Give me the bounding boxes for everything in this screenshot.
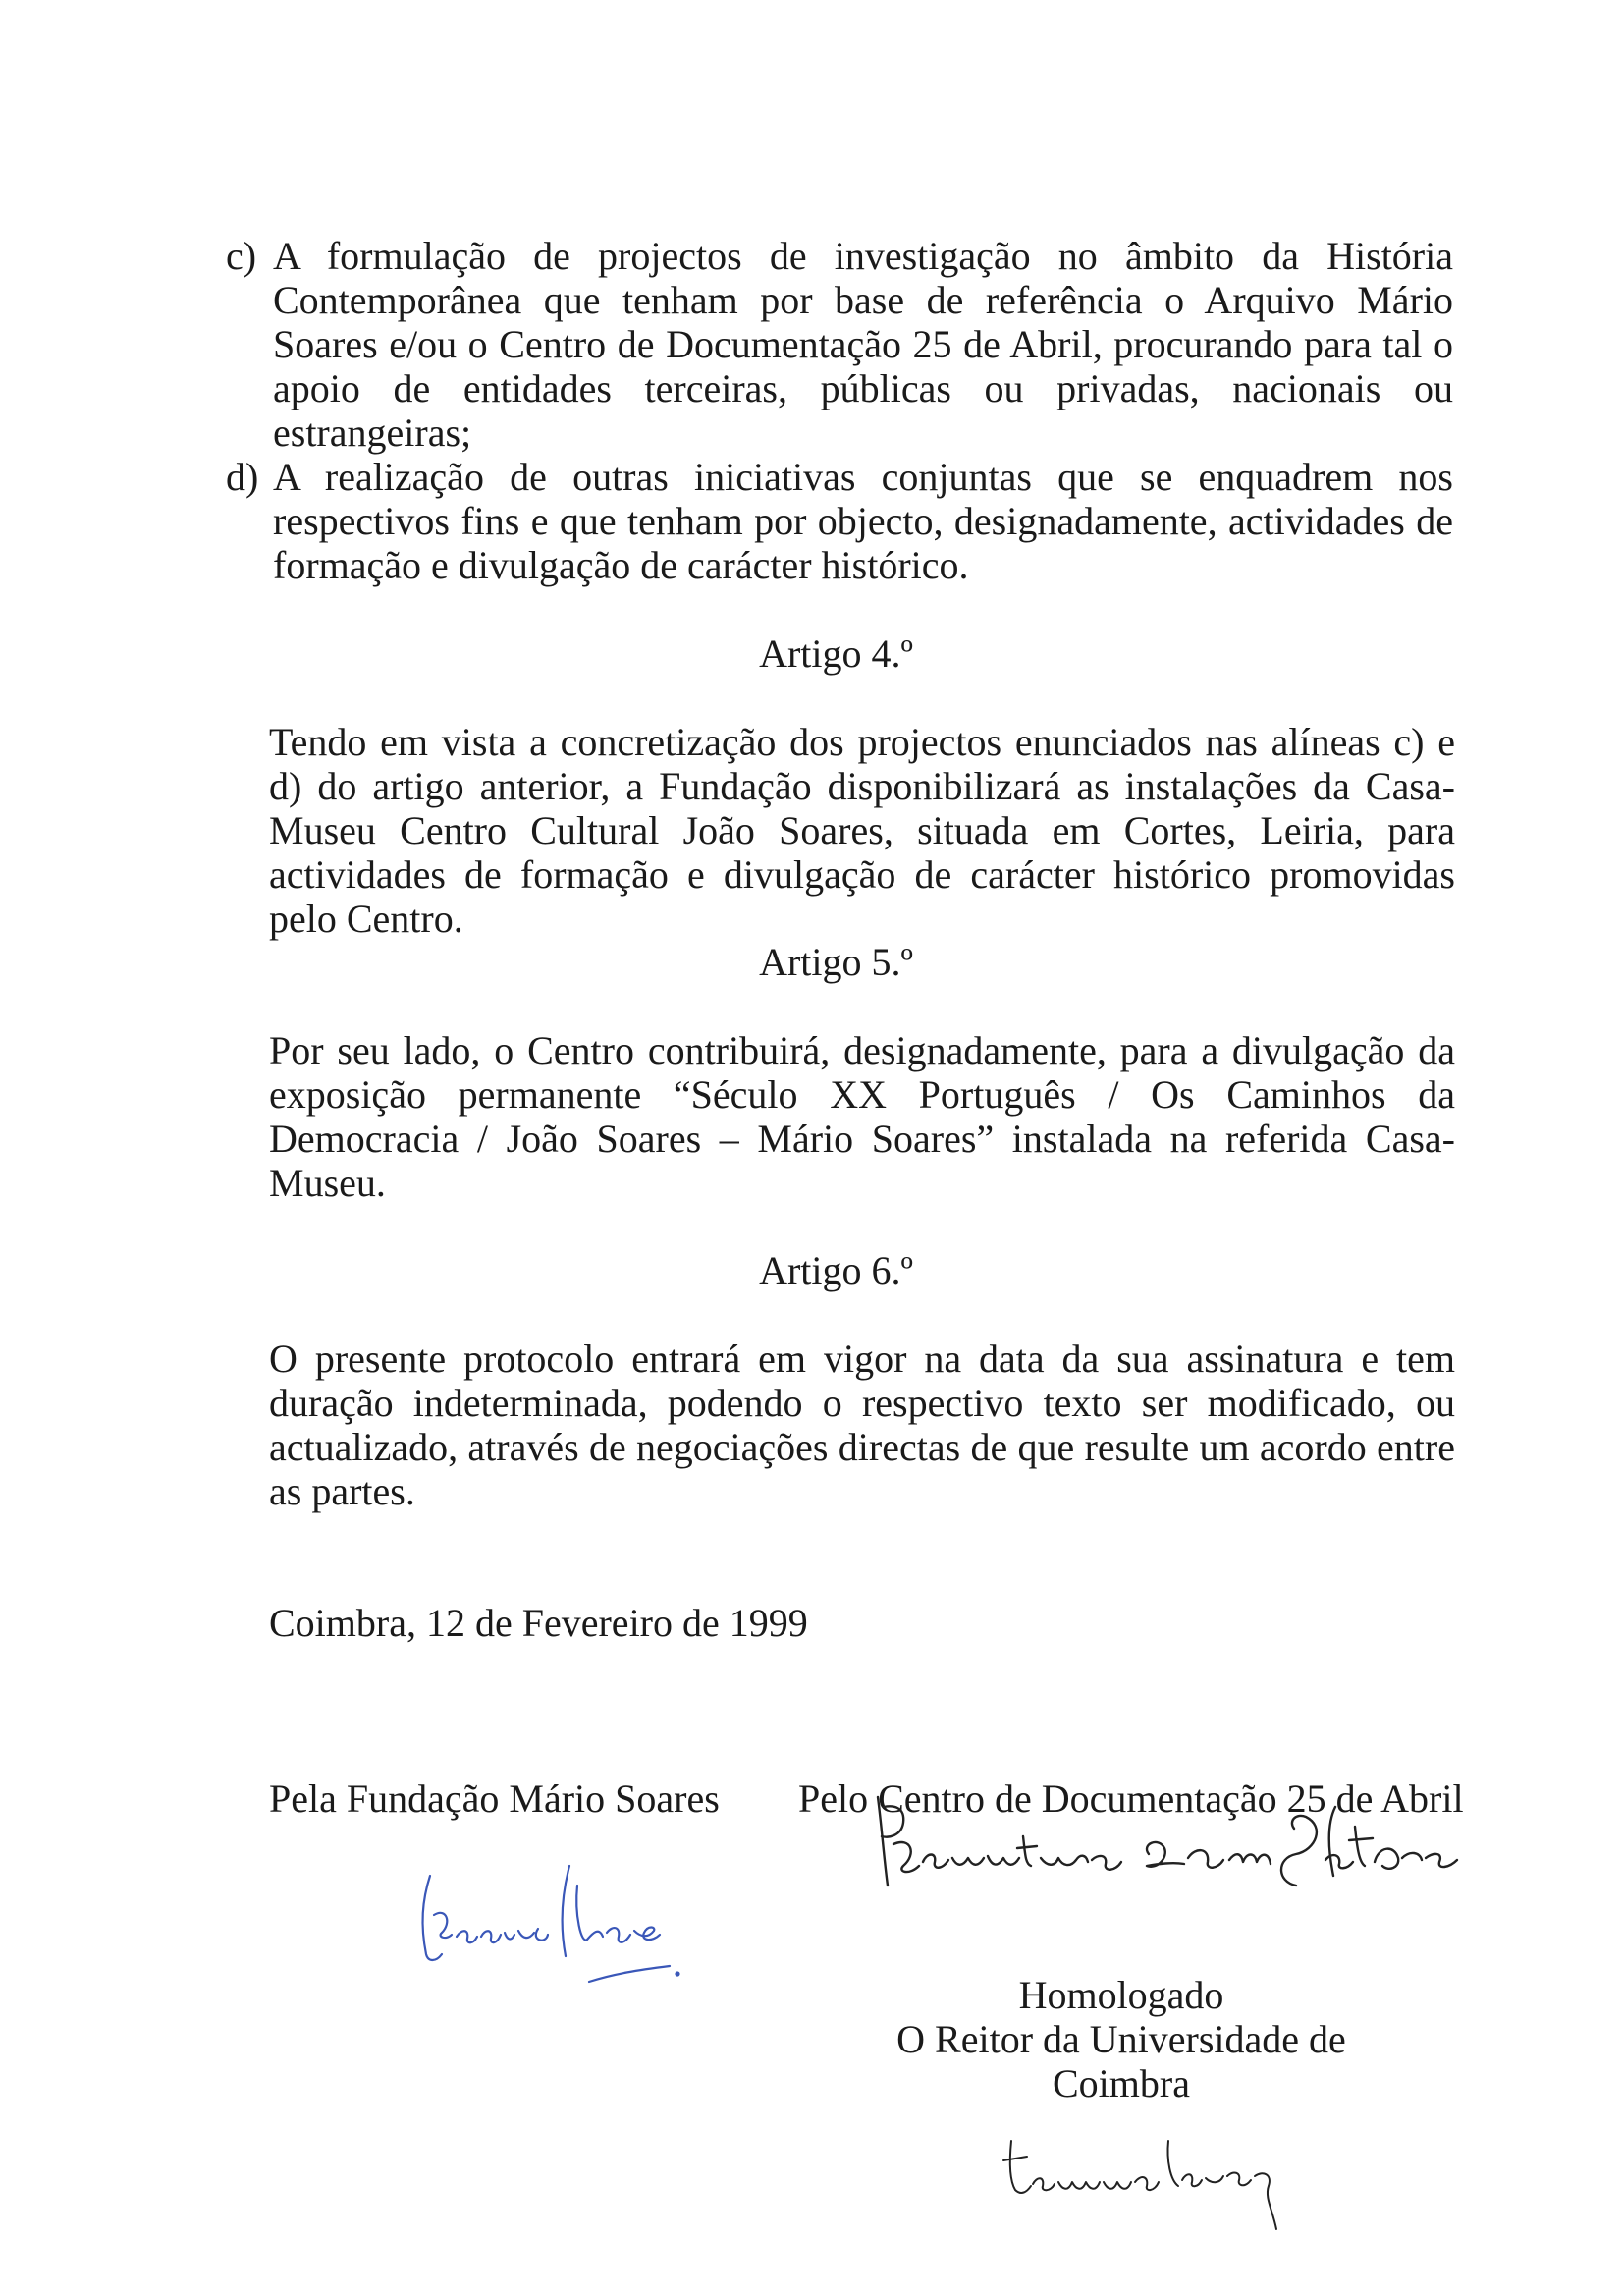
signature-left bbox=[412, 1846, 707, 1994]
list-item-d bbox=[226, 455, 1453, 587]
article-6-text: O presente protocolo entrará em vigor na data da sua assinatura e tem duração indeterminada, podendo o respectivo texto ser modificado, ou actualizado, através de negociações directas de que resulte um acordo entre as partes. bbox=[269, 1337, 1455, 1513]
homologation-title: Homologado bbox=[1018, 1973, 1224, 2017]
article-6-heading: Artigo 6.º bbox=[759, 1248, 913, 1292]
list-text-c: A formulação de projectos de investigação no âmbito da História Contemporânea que tenham por base de referência o Arquivo Mário Soares e/ou o Centro de Documentação 25 de Abril, procurando para tal o apoio de entidades terceiras, públicas ou privadas, nacionais ou estrangeiras; bbox=[273, 234, 1453, 455]
list-item-c bbox=[226, 234, 1453, 455]
article-4-heading: Artigo 4.º bbox=[759, 631, 913, 676]
signatory-left-label: Pela Fundação Mário Soares bbox=[269, 1777, 720, 1821]
place-date: Coimbra, 12 de Fevereiro de 1999 bbox=[269, 1601, 808, 1645]
signature-rector bbox=[992, 2111, 1316, 2239]
list-text-d: A realização de outras iniciativas conjuntas que se enquadrem nos respectivos fins e que tenham por objecto, designadamente, actividades de formação e divulgação de carácter histórico. bbox=[273, 455, 1453, 587]
homologation-block bbox=[827, 1973, 1416, 2105]
signatory-right-label: Pelo Centro de Documentação 25 de Abril bbox=[798, 1777, 1464, 1821]
homologation-subtitle: O Reitor da Universidade de Coimbra bbox=[896, 2017, 1346, 2105]
article-4-text: Tendo em vista a concretização dos projectos enunciados nas alíneas c) e d) do artigo anterior, a Fundação disponibilizará as instalações da Casa-Museu Centro Cultural João Soares, situada em Cortes, Leiria, para actividades de formação e divulgação de carácter histórico promovidas pelo Centro. bbox=[269, 720, 1455, 941]
list-label-d: d) bbox=[226, 455, 259, 499]
list-label-c: c) bbox=[226, 234, 257, 278]
article-5-heading: Artigo 5.º bbox=[759, 940, 913, 984]
signature-right bbox=[864, 1768, 1532, 1925]
article-5-text: Por seu lado, o Centro contribuirá, designadamente, para a divulgação da exposição permanente “Século XX Português / Os Caminhos da Democracia / João Soares – Mário Soares” instalada na referida Casa-Museu. bbox=[269, 1028, 1455, 1205]
